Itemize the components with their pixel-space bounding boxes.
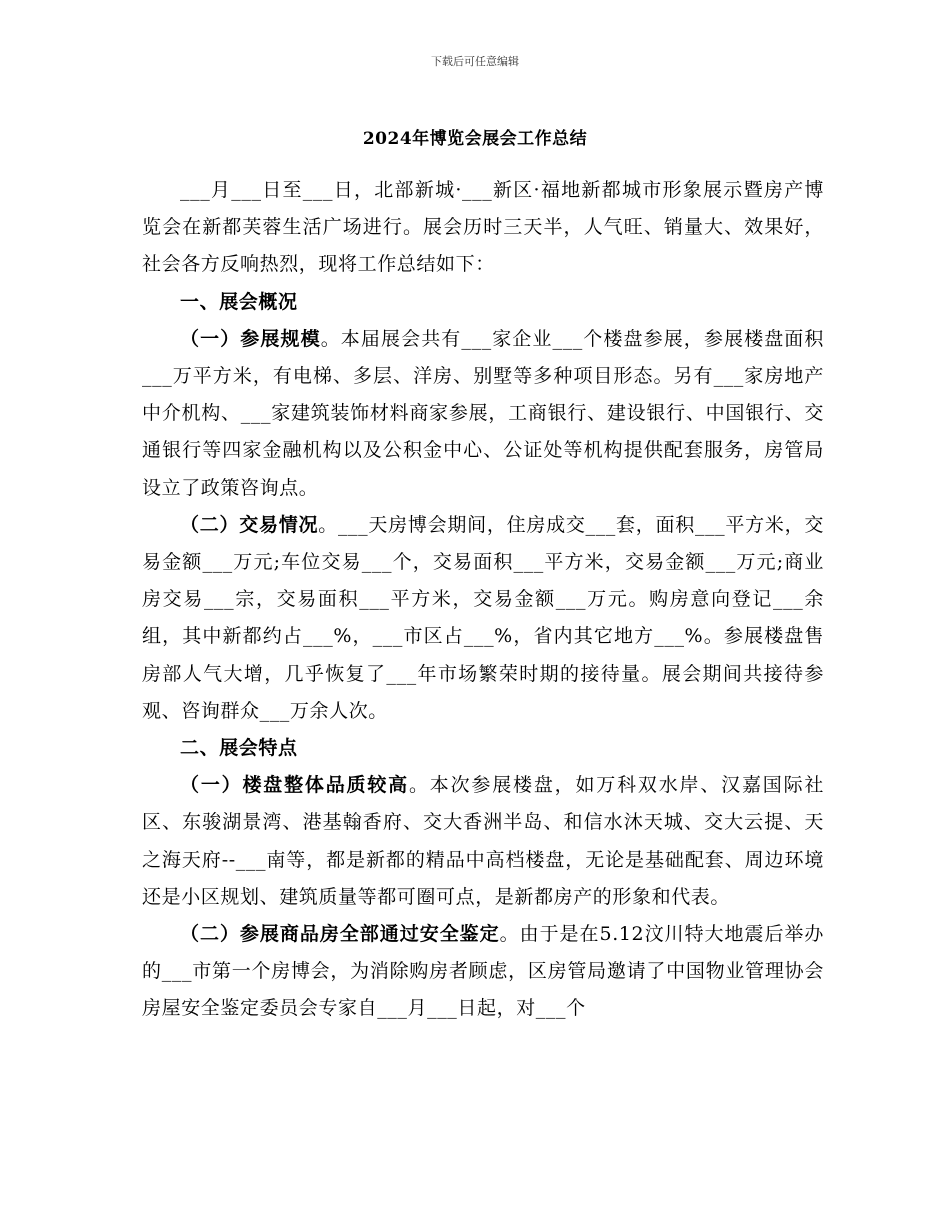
paragraph-lead: （二）交易情况: [180, 513, 319, 536]
intro-paragraph: [142, 172, 824, 284]
paragraph-text: 。本届展会共有___家企业___个楼盘参展，参展楼盘面积___万平方米，有电梯、多层、洋房、别墅等多种项目形态。另有___家房地产中介机构、___家建筑装饰材料商家参展，工商银行、建设银行、中国银行、交通银行等四家金融机构以及公积金中心、公证处等机构提供配套服务，房管局设立了政策咨询点。: [142, 327, 824, 499]
paragraph-lead: （二）参展商品房全部通过安全鉴定: [180, 923, 500, 946]
section-heading-overview: 一、展会概况: [180, 290, 298, 313]
page-title: 2024年博览会展会工作总结: [362, 129, 588, 149]
paragraph-safety: [142, 916, 824, 1028]
paragraph-text: ___月___日至___日，北部新城·___新区·福地新都城市形象展示暨房产博览会在新都芙蓉生活广场进行。展会历时三天半，人气旺、销量大、效果好，社会各方反响热烈，现将工作总结如下：: [142, 179, 824, 276]
document-body: [142, 172, 824, 1028]
paragraph-text: 。本次参展楼盘，如万科双水岸、汉嘉国际社区、东骏湖景湾、港基翰香府、交大香洲半岛、和信水沐天城、交大云提、天之海天府--___南等，都是新都的精品中高档楼盘，无论是基础配套、周边环境还是小区规划、建筑质量等都可圈可点，是新都房产的形象和代表。: [142, 774, 824, 908]
header-note: 下载后可任意编辑: [431, 55, 519, 68]
paragraph-text: 。由于是在5.12汶川特大地震后举办的___市第一个房博会，为消除购房者顾虑，区房管局邀请了中国物业管理协会房屋安全鉴定委员会专家自___月___日起，对___个: [142, 923, 824, 1020]
paragraph-scale: [142, 321, 824, 507]
paragraph-text: 。___天房博会期间，住房成交___套，面积___平方米，交易金额___万元;车位交易___个，交易面积___平方米，交易金额___万元;商业房交易___宗，交易面积___平方米，交易金额___万元。购房意向登记___余组，其中新都约占___%，___市区占___%，省内其它地方___%。参展楼盘售房部人气大增，几乎恢复了___年市场繁荣时期的接待量。展会期间共接待参观、咨询群众___万余人次。: [142, 513, 824, 722]
paragraph-quality: [142, 767, 824, 916]
paragraph-lead: （一）参展规模: [180, 327, 321, 350]
paragraph-transactions: [142, 507, 824, 730]
paragraph-lead: （一）楼盘整体品质较高: [180, 774, 409, 797]
section-heading-features: 二、展会特点: [180, 737, 298, 760]
